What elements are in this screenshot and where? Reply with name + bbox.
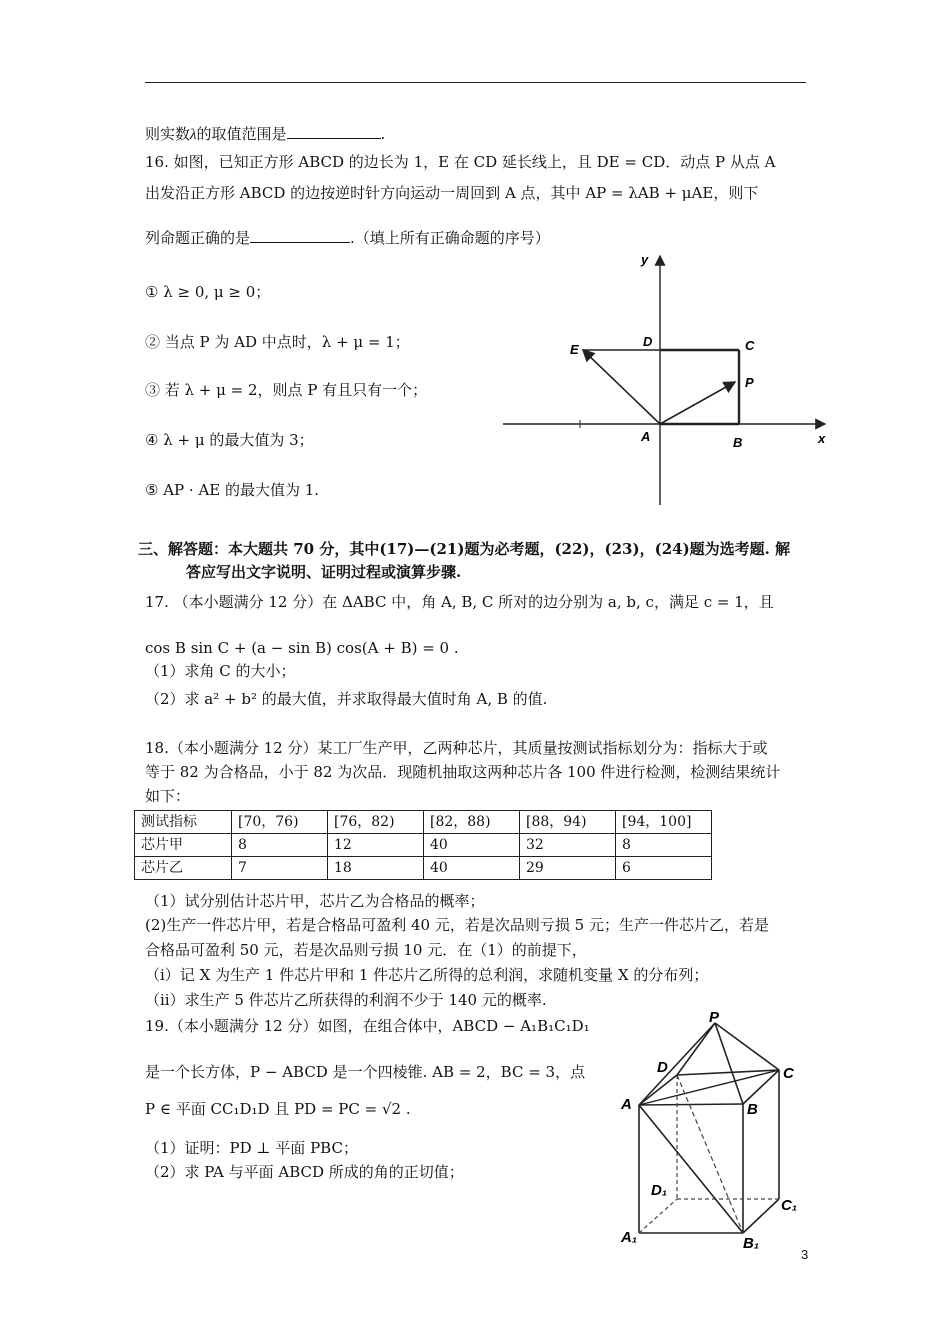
table-cell: 32 <box>520 834 616 857</box>
table-cell: 40 <box>424 857 520 880</box>
q18-sub2-line1: (2)生产一件芯片甲，若是合格品可盈利 40 元，若是次品则亏损 5 元；生产一件芯片乙，若是 <box>145 916 769 934</box>
table-row <box>135 857 712 880</box>
label-y: y <box>641 252 649 267</box>
table-cell: 40 <box>424 834 520 857</box>
q16-option-3: ③ 若 λ + μ = 2，则点 P 有且只有一个； <box>145 381 428 399</box>
page-number: 3 <box>801 1247 809 1262</box>
table-header-cell: [94，100] <box>616 811 712 834</box>
q17-sub1: （1）求角 C 的大小； <box>145 662 296 680</box>
diagonal-ab1 <box>639 1105 743 1233</box>
label-d1: D₁ <box>651 1182 668 1199</box>
edge-b1c1 <box>743 1199 779 1233</box>
table-cell: 29 <box>520 857 616 880</box>
q18-line1: 18.（本小题满分 12 分）某工厂生产甲，乙两种芯片，其质量按测试指标划分为：指标大于或 <box>145 739 768 757</box>
q19-line3: P ∈ 平面 CC₁D₁D 且 PD = PC = √2 . <box>145 1100 411 1118</box>
label-p: P <box>745 375 754 390</box>
table-row <box>135 834 712 857</box>
table-cell: 18 <box>328 857 424 880</box>
q16-figure <box>495 250 840 510</box>
label-a: A <box>641 429 651 444</box>
q18-sub-ii: （ii）求生产 5 件芯片乙所获得的利润不少于 140 元的概率. <box>145 991 547 1009</box>
vector-ae <box>583 350 660 424</box>
q15-prefix: 则实数 <box>145 125 191 143</box>
edge-pd <box>677 1023 715 1075</box>
q16-line2: 出发沿正方形 ABCD 的边按逆时针方向运动一周回到 A 点，其中 AP = λAB + μAE，则下 <box>145 184 759 202</box>
table-header-cell: [70，76) <box>232 811 328 834</box>
label-c: C <box>745 338 755 353</box>
table-header-cell: 测试指标 <box>135 811 232 834</box>
label-x: x <box>818 431 826 446</box>
q18-table <box>134 810 712 880</box>
label-a: A <box>621 1096 632 1113</box>
label-d: D <box>657 1059 668 1076</box>
edge-ab <box>639 1104 743 1105</box>
table-cell: 7 <box>232 857 328 880</box>
q17-sub2: （2）求 a² + b² 的最大值，并求取得最大值时角 A, B 的值. <box>145 690 548 708</box>
q19-sub1: （1）证明：PD ⊥ 平面 PBC； <box>145 1139 358 1157</box>
header-rule <box>145 82 806 83</box>
q15-end: . <box>380 125 386 143</box>
label-b1: B₁ <box>743 1235 760 1252</box>
q19-figure <box>615 1010 805 1255</box>
section3-line1: 三、解答题：本大题共 70 分，其中(17)—(21)题为必考题，(22)，(23)，(24)题为选考题. 解 <box>138 540 791 558</box>
label-a1: A₁ <box>621 1229 638 1246</box>
q16-answer-blank <box>250 228 350 243</box>
q18-line3: 如下： <box>145 787 191 805</box>
label-b: B <box>747 1101 758 1118</box>
q19-line1: 19.（本小题满分 12 分）如图，在组合体中，ABCD − A₁B₁C₁D₁ <box>145 1017 590 1035</box>
label-p: P <box>709 1010 720 1026</box>
q16-line3-b: .（填上所有正确命题的序号） <box>350 229 550 247</box>
q18-sub-i: （i）记 X 为生产 1 件芯片甲和 1 件芯片乙所得的总利润，求随机变量 X 的分布列； <box>145 966 709 984</box>
table-cell: 芯片乙 <box>135 857 232 880</box>
table-header-cell: [82，88) <box>424 811 520 834</box>
q17-line1: 17. （本小题满分 12 分）在 ΔABC 中，角 A, B, C 所对的边分别为 a, b, c，满足 c = 1，且 <box>145 593 774 611</box>
edge-pc <box>715 1023 779 1070</box>
section3-line2: 答应写出文字说明、证明过程或演算步骤. <box>186 563 462 581</box>
edge-a1d1-hidden <box>639 1199 677 1233</box>
q15-tail <box>145 124 385 144</box>
q18-line2: 等于 82 为合格品，小于 82 为次品．现随机抽取这两种芯片各 100 件进行检测，检测结果统计 <box>145 763 781 781</box>
q16-line3 <box>145 228 550 247</box>
q19-line2: 是一个长方体，P − ABCD 是一个四棱锥. AB = 2，BC = 3，点 <box>145 1063 586 1081</box>
table-header-cell: [76，82) <box>328 811 424 834</box>
q16-line3-a: 列命题正确的是 <box>145 229 251 247</box>
label-e: E <box>570 342 579 357</box>
table-cell: 12 <box>328 834 424 857</box>
q16-option-4: ④ λ + μ 的最大值为 3； <box>145 431 314 449</box>
diagonal-db1-hidden <box>677 1075 743 1233</box>
q19-sub2: （2）求 PA 与平面 ABCD 所成的角的正切值； <box>145 1163 464 1181</box>
label-c1: C₁ <box>781 1197 798 1214</box>
q16-option-5: ⑤ AP · AE 的最大值为 1. <box>145 481 320 499</box>
edge-pb <box>715 1023 743 1104</box>
q16-option-1: ① λ ≥ 0, μ ≥ 0； <box>145 283 271 301</box>
label-b: B <box>733 435 743 450</box>
q18-sub1: （1）试分别估计芯片甲，芯片乙为合格品的概率； <box>145 892 485 910</box>
table-cell: 8 <box>616 834 712 857</box>
table-cell: 6 <box>616 857 712 880</box>
q16-line1: 16. 如图，已知正方形 ABCD 的边长为 1，E 在 CD 延长线上，且 DE = CD．动点 P 从点 A <box>145 153 776 171</box>
q17-line2: cos B sin C + (a − sin B) cos(A + B) = 0 . <box>145 639 459 657</box>
table-header-row <box>135 811 712 834</box>
table-cell: 8 <box>232 834 328 857</box>
table-cell: 芯片甲 <box>135 834 232 857</box>
label-c: C <box>783 1065 794 1082</box>
label-d: D <box>643 334 653 349</box>
q16-option-2: ② 当点 P 为 AD 中点时，λ + μ = 1； <box>145 333 410 351</box>
vector-ap <box>660 382 735 424</box>
q15-var: λ <box>190 127 197 143</box>
q15-suffix: 的取值范围是 <box>196 125 287 143</box>
table-header-cell: [88，94) <box>520 811 616 834</box>
q18-sub2-line2: 合格品可盈利 50 元，若是次品则亏损 10 元．在（1）的前提下， <box>145 941 587 959</box>
q15-answer-blank <box>287 124 381 139</box>
